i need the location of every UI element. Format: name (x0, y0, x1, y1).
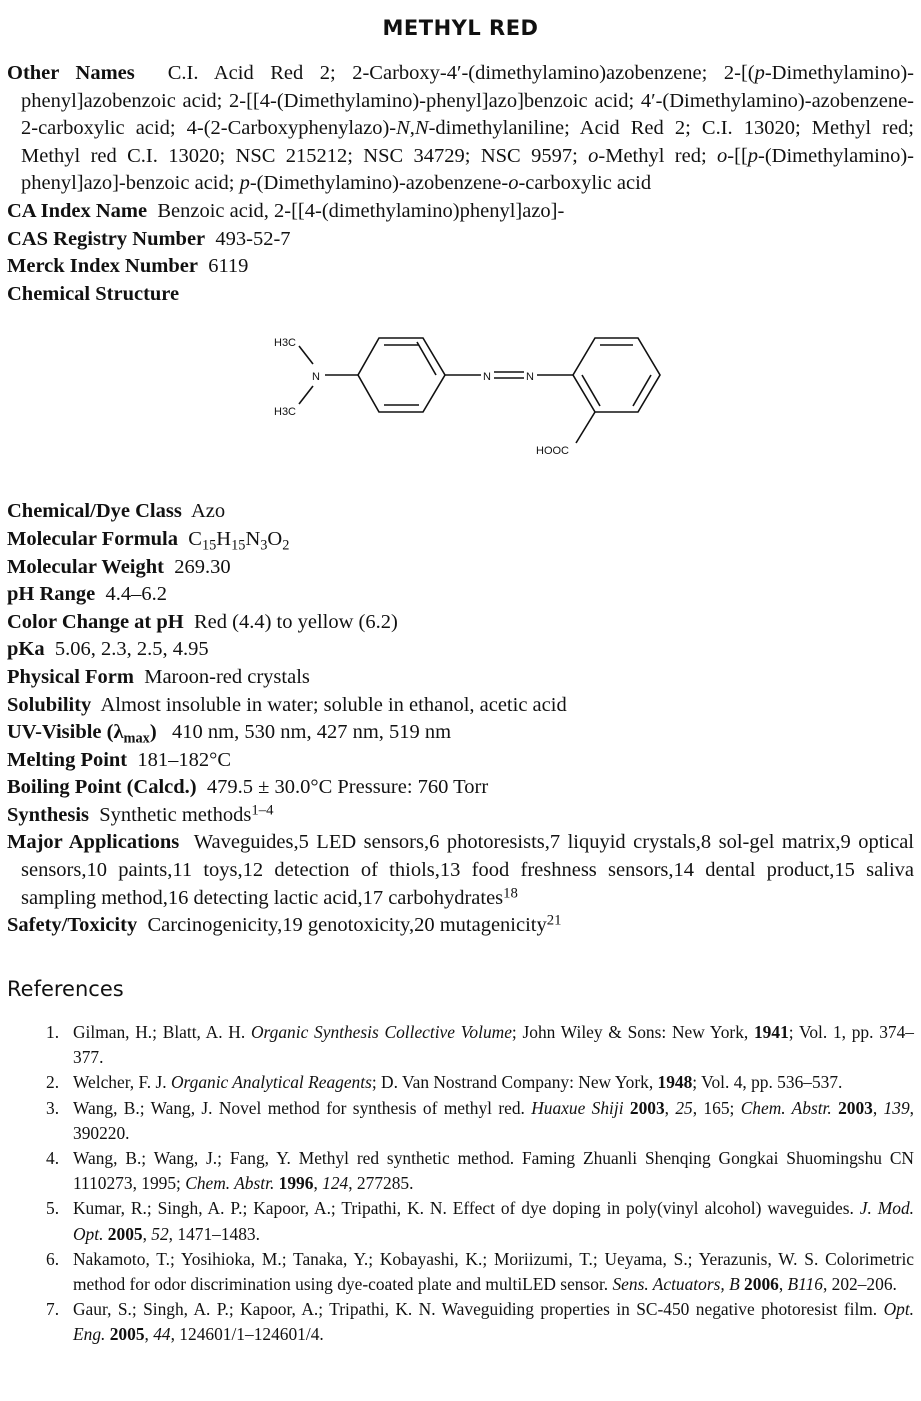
reference-number: 5. (46, 1198, 60, 1219)
formula-value: $C_{15}H_{15}N_3O_2$ (188, 527, 290, 554)
field-molecular-weight (7, 554, 914, 582)
field-cas-number (7, 226, 914, 254)
field-label: Merck Index Number (7, 255, 198, 278)
field-dye-class (7, 498, 914, 526)
page-title: METHYL RED (382, 16, 539, 40)
field-color-change (7, 609, 914, 637)
field-melting-point (7, 747, 914, 775)
field-label: Color Change at pH (7, 610, 184, 633)
field-label: Physical Form (7, 665, 134, 688)
property-list (7, 60, 914, 940)
field-label: Other Names (7, 62, 135, 84)
structure-drawing (262, 308, 682, 488)
field-value: 181–182°C (137, 748, 232, 771)
field-value: 5.06, 2.3, 2.5, 4.95 (54, 638, 209, 661)
field-synthesis (7, 802, 914, 830)
field-label: Synthesis (7, 803, 90, 826)
reference-text: Nakamoto, T.; Yosihioka, M.; Tanaka, Y.; Kobayashi, K.; Moriizumi, T.; Ueyama, S.; Yerazunis, W. S. Colorimetric method for odor discrimination using dye-coated plate and multiLED sensor. Sens. Actuators, B 2006, B116, 202–206. (73, 1248, 914, 1295)
reference-item (46, 1297, 914, 1347)
field-label: CA Index Name (7, 199, 148, 222)
field-label: Molecular Formula (7, 527, 178, 550)
reference-text: Wang, B.; Wang, J.; Fang, Y. Methyl red synthetic method. Faming Zhuanli Shenqing Gongkai Shuomingshu CN 1110273, 1995; Chem. Abstr. 1996, 124, 277285. (73, 1148, 914, 1194)
reference-text: Wang, B.; Wang, J. Novel method for synthesis of methyl red. Huaxue Shiji 2003, 25, 165; Chem. Abstr. 2003, 139, 390220. (73, 1097, 914, 1143)
field-value: 479.5 ± 30.0°C Pressure: 760 Torr (206, 776, 489, 799)
reference-number: 4. (46, 1148, 60, 1169)
atom-label-carboxyl: HOOC (536, 445, 569, 458)
references-list (46, 1020, 914, 1348)
field-label: pH Range (7, 583, 96, 606)
field-merck-index (7, 253, 914, 281)
structure-bonds (299, 338, 660, 443)
field-label: CAS Registry Number (7, 227, 206, 250)
field-value: 269.30 (174, 555, 231, 578)
references-heading: References (7, 977, 124, 1001)
field-uv-visible (7, 719, 914, 747)
field-value: Almost insoluble in water; soluble in ethanol, acetic acid (100, 693, 567, 716)
reference-item (46, 1247, 914, 1297)
reference-number: 7. (46, 1299, 60, 1320)
field-ph-range (7, 581, 914, 609)
field-solubility (7, 692, 914, 720)
field-value: Maroon-red crystals (144, 665, 310, 688)
field-value: Azo (190, 500, 226, 523)
field-value: 4.4–6.2 (105, 583, 168, 606)
reference-text: Gilman, H.; Blatt, A. H. Organic Synthesis Collective Volume; John Wiley & Sons: New York, 1941; Vol. 1, pp. 374–377. (73, 1022, 914, 1068)
field-other-names (7, 60, 914, 198)
reference-text: Gaur, S.; Singh, A. P.; Kapoor, A.; Tripathi, K. N. Waveguiding properties in SC-450 negative photoresist film. Opt. Eng. 2005, 44, 124601/1–124601/4. (73, 1299, 914, 1345)
reference-item (46, 1020, 914, 1070)
reference-number: 1. (46, 1022, 60, 1042)
field-value: Red (4.4) to yellow (6.2) (193, 610, 398, 633)
field-value: 410 nm, 530 nm, 427 nm, 519 nm (172, 721, 452, 744)
field-molecular-formula (7, 526, 914, 554)
field-label: Chemical/Dye Class (7, 500, 182, 523)
chemical-structure-diagram (7, 308, 914, 498)
atom-label-azo-right: N (526, 371, 534, 384)
field-label: Major Applications (7, 831, 180, 854)
field-value: Benzoic acid, 2-[[4-(dimethylamino)phenyl]azo]- (157, 199, 565, 222)
safety-value: Carcinogenicity,19 genotoxicity,20 mutagenicity$^{21}$ (147, 912, 562, 937)
field-pka (7, 636, 914, 664)
reference-item (46, 1146, 914, 1196)
field-label: Molecular Weight (7, 555, 164, 578)
field-value: C.I. Acid Red 2; 2-Carboxy-4′-(dimethylamino)azobenzene; 2-[(p-Dimethylamino)-phenyl]azobenzoic acid; 2-[[4-(Dimethylamino)-phenyl]azo]benzoic acid; 4′-(Dimethylamino)-azobenzene-2-carboxylic acid; 4-(2-Carboxyphenylazo)-N,N-dimethylaniline; Acid Red 2; C.I. 13020; Methyl red; Methyl red C.I. 13020; NSC 215212; NSC 34729; NSC 9597; o-Methyl red; o-[[p-(Dimethylamino)-phenyl]azo]-benzoic acid; p-(Dimethylamino)-azobenzene-o-carboxylic acid (21, 62, 915, 195)
structure-atom-labels (274, 337, 569, 457)
reference-number: 3. (46, 1097, 60, 1118)
field-label: Boiling Point (Calcd.) (7, 776, 197, 799)
atom-label-methyl-bottom: H3C (274, 406, 297, 419)
field-label: Solubility (7, 693, 92, 716)
field-label: Safety/Toxicity (7, 914, 138, 937)
field-ca-index-name (7, 198, 914, 226)
field-label: Melting Point (7, 748, 128, 771)
field-label: Chemical Structure (7, 282, 180, 305)
reference-text: Welcher, F. J. Organic Analytical Reagents; D. Van Nostrand Company: New York, 1948; Vol. 4, pp. 536–537. (73, 1072, 843, 1093)
synthesis-value: Synthetic methods$^{1-4}$ (99, 802, 274, 826)
field-value: 6119 (208, 255, 249, 278)
field-chemical-structure (7, 281, 914, 309)
atom-label-methyl-top: H3C (274, 337, 297, 350)
reference-item (46, 1070, 914, 1095)
field-safety-toxicity (7, 912, 914, 940)
field-physical-form (7, 664, 914, 692)
field-major-applications (7, 829, 914, 912)
field-boiling-point (7, 774, 914, 802)
reference-number: 2. (46, 1072, 60, 1093)
atom-label-azo-left: N (483, 371, 491, 384)
uv-label: UV-Visible $(\lambda_{max})$ (7, 721, 157, 747)
applications-value: Waveguides,5 LED sensors,6 photoresists,7 liquyid crystals,8 sol-gel matrix,9 optical sensors,10 paints,11 toys,12 detection of thiols,13 food freshness sensors,14 dental product,15 saliva sampling method,16 detecting lactic acid,17 carbohydrates$^{18}$ (21, 831, 914, 909)
reference-text: Kumar, R.; Singh, A. P.; Kapoor, A.; Tripathi, K. N. Effect of dye doping in poly(vinyl alcohol) waveguides. J. Mod. Opt. 2005, 52, 1471–1483. (73, 1198, 914, 1244)
reference-item (46, 1096, 914, 1146)
reference-number: 6. (46, 1248, 60, 1269)
atom-label-nitrogen: N (312, 371, 320, 384)
field-label: pKa (7, 638, 45, 661)
reference-item (46, 1196, 914, 1246)
field-value: 493-52-7 (215, 227, 291, 250)
